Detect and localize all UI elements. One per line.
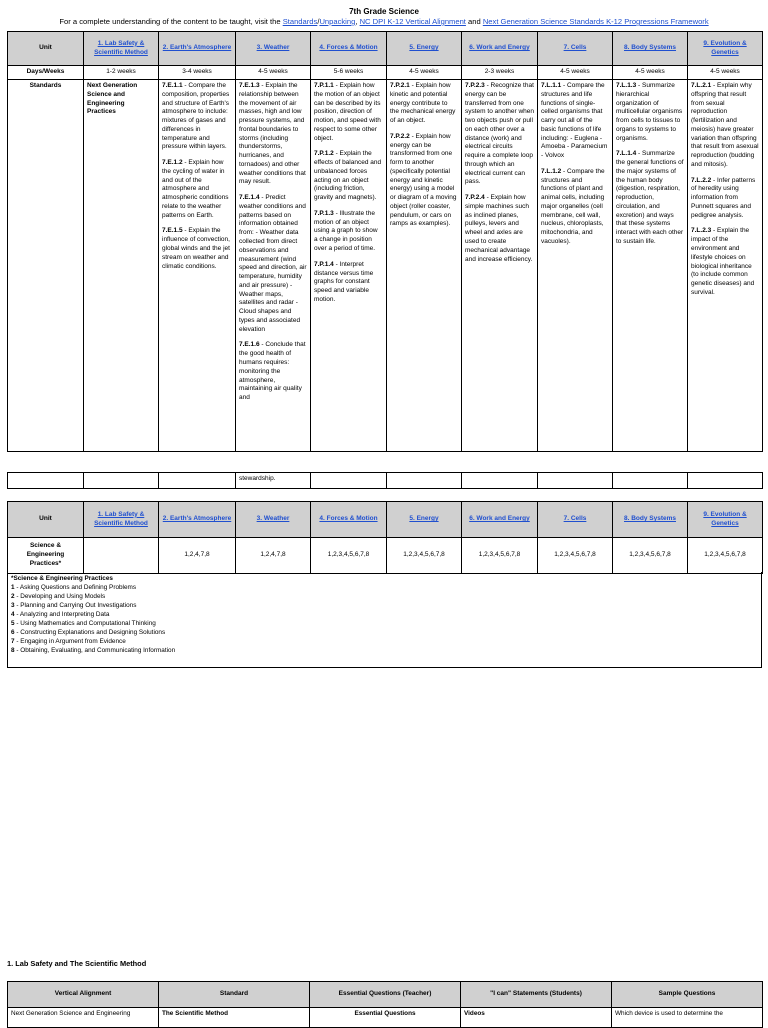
standards-label: Standards <box>8 80 84 452</box>
page-subtitle <box>0 17 768 27</box>
unit-link-1[interactable]: 1. Lab Safety & Scientific Method <box>94 39 148 56</box>
days-cell: 1-2 weeks <box>84 66 159 80</box>
practices-cell: 1,2,3,4,5,6,7,8 <box>462 538 538 574</box>
standard-item: 7.P.2.4 - Explain how simple machines such as inclined planes, pulleys, levers and wheel and axles are used to create mechanical advantage and increase efficiency. <box>465 194 533 263</box>
standard-item: 7.P.1.3 - Illustrate the motion of an object using a graph to show a change in position over a period of time. <box>314 209 378 253</box>
practices-cell: 1,2,4,7,8 <box>236 538 311 574</box>
days-cell: 4-5 weeks <box>613 66 688 80</box>
standard-item: 7.P.2.1 - Explain how kinetic and potential energy contribute to the mechanical energy of an object. <box>390 82 456 125</box>
standards-cell <box>688 80 763 452</box>
practices-cell: 1,2,3,4,5,6,7,8 <box>311 538 387 574</box>
days-cell: 4-5 weeks <box>538 66 613 80</box>
subtitle-comma: , <box>355 17 360 26</box>
subtitle-slash: / <box>317 17 320 26</box>
standard-item: 7.P.1.2 - Explain the effects of balanced and unbalanced forces acting on an object (including friction, gravity and magnets). <box>314 150 382 202</box>
practice-item: 1 - Asking Questions and Defining Problems <box>11 583 137 591</box>
unit-link-7[interactable]: 7. Cells <box>563 44 587 52</box>
lab-safety-row <box>8 1008 763 1028</box>
subtitle-and: and <box>465 17 483 26</box>
days-weeks-label: Days/Weeks <box>8 66 84 80</box>
practices-cell <box>84 538 159 574</box>
practices-key <box>7 572 762 668</box>
standard-item: 7.L.1.4 - Summarize the general functions of the major systems of the human body (digestion, respiration, reproduction, circulation, and excretion) and ways that these systems interact with each other to sustain life. <box>616 150 684 246</box>
standard-item: 7.L.1.3 - Summarize hierarchical organization of multicellular organisms from cells to tissues to organs to systems to organisms. <box>616 82 683 142</box>
unit-link-4[interactable]: 4. Forces & Motion <box>319 515 378 523</box>
standard-header: Standard <box>159 982 310 1008</box>
unit-link-3[interactable]: 3. Weather <box>256 44 290 52</box>
sample-questions-header: Sample Questions <box>612 982 763 1008</box>
practices-label: Science & Engineering Practices* <box>8 538 84 574</box>
practice-item: 8 - Obtaining, Evaluating, and Communicating Information <box>11 646 176 654</box>
days-cell: 5-6 weeks <box>311 66 387 80</box>
practices-cell: 1,2,3,4,5,6,7,8 <box>688 538 763 574</box>
practices-table <box>7 501 763 574</box>
unit-link-6[interactable]: 6. Work and Energy <box>469 44 530 52</box>
standard-item: 7.P.2.2 - Explain how energy can be transformed from one form to another (specifically potential energy and kinetic energy) using a model or diagram of a moving object (roller coaster, pendulum, or cars on ramps as examples). <box>390 132 457 228</box>
essential-questions-cell: Essential Questions <box>310 1008 461 1028</box>
practice-item: 2 - Developing and Using Models <box>11 592 106 600</box>
days-cell: 4-5 weeks <box>236 66 311 80</box>
practices-row <box>8 538 763 574</box>
lab-safety-table <box>7 981 763 1028</box>
lab-safety-header-row <box>8 982 763 1008</box>
practices-cell: 1,2,3,4,5,6,7,8 <box>387 538 462 574</box>
sample-questions-cell: Which device is used to determine the <box>612 1008 763 1028</box>
vertical-alignment-header: Vertical Alignment <box>8 982 159 1008</box>
days-cell: 2-3 weeks <box>462 66 538 80</box>
standards-cell <box>538 80 613 452</box>
ngss-progressions-link[interactable]: Next Generation Science Standards K-12 Progressions Framework <box>482 17 709 26</box>
unit-link-6[interactable]: 6. Work and Energy <box>469 515 530 523</box>
practice-item: 3 - Planning and Carrying Out Investigations <box>11 601 137 609</box>
practices-key-heading: *Science & Engineering Practices <box>11 575 113 582</box>
unit-link-5[interactable]: 5. Energy <box>409 44 439 52</box>
unpacking-link[interactable]: Unpacking <box>319 17 356 26</box>
section-title: 1. Lab Safety and The Scientific Method <box>7 959 147 968</box>
standard-item: 7.P.1.4 - Interpret distance versus time graphs for constant speed and variable motion. <box>314 260 374 303</box>
standard-item: 7.E.1.2 - Explain how the cycling of water in and out of the atmosphere and atmospheric conditions relate to the weather patterns on Earth. <box>162 159 229 219</box>
unit-link-1[interactable]: 1. Lab Safety & Scientific Method <box>94 510 148 527</box>
unit-link-5[interactable]: 5. Energy <box>409 515 439 523</box>
pacing-table <box>7 31 763 452</box>
standards-cell <box>387 80 462 452</box>
practice-item: 7 - Engaging in Argument from Evidence <box>11 637 126 645</box>
vertical-alignment-cell: Next Generation Science and Engineering <box>8 1008 159 1028</box>
unit-link-4[interactable]: 4. Forces & Motion <box>319 44 378 52</box>
standard-item: 7.E.1.3 - Explain the relationship between the movement of air masses, high and low pressure systems, and frontal boundaries to storms (including thunderstorms, hurricanes, and tornadoes) and other weather conditions that may result. <box>239 82 306 186</box>
i-can-statements-header: "I can" Statements (Students) <box>461 982 612 1008</box>
standards-cell <box>159 80 236 452</box>
practices-cell: 1,2,3,4,5,6,7,8 <box>613 538 688 574</box>
standard-item: 7.L.2.1 - Explain why offspring that result from sexual reproduction (fertilization and meiosis) have greater variation than offspring that result from asexual reproduction (budding and mitosis). <box>691 82 759 168</box>
standard-item: 7.E.1.6 - Conclude that the good health of humans requires: monitoring the atmosphere, maintaining air quality and <box>239 341 306 402</box>
standards-cell <box>311 80 387 452</box>
unit-link-7[interactable]: 7. Cells <box>563 515 587 523</box>
page-title: 7th Grade Science <box>349 7 419 16</box>
unit-header-row <box>8 32 763 66</box>
standard-item: 7.P.1.1 - Explain how the motion of an object can be described by its position, direction of motion, and speed with respect to some other object. <box>314 82 381 142</box>
continuation-text: stewardship. <box>236 473 311 489</box>
standards-row <box>8 80 763 452</box>
ngss-practices-label: Next Generation Science and Engineering Practices <box>84 80 159 452</box>
unit-link-3[interactable]: 3. Weather <box>256 515 290 523</box>
unit-link-9[interactable]: 9. Evolution & Genetics <box>703 510 747 527</box>
standard-item: 7.E.1.5 - Explain the influence of convection, global winds and the jet stream on weather and climatic conditions. <box>162 227 230 270</box>
standard-item: 7.L.1.1 - Compare the structures and life functions of single-celled organisms that carry out all of the basic functions of life including: - Euglena - Amoeba - Paramecium - Volvox <box>541 82 608 160</box>
standard-item: 7.L.2.3 - Explain the impact of the environment and lifestyle choices on biological inheritance (to include common genetic diseases) and survival. <box>691 227 755 296</box>
unit-link-2[interactable]: 2. Earth's Atmosphere <box>162 515 232 523</box>
subtitle-prefix: For a complete understanding of the content to be taught, visit the <box>59 17 283 26</box>
unit-link-9[interactable]: 9. Evolution & Genetics <box>703 39 747 56</box>
unit-header: Unit <box>8 502 84 538</box>
standards-cell <box>462 80 538 452</box>
practice-item: 6 - Constructing Explanations and Designing Solutions <box>11 628 166 636</box>
standard-item: 7.E.1.4 - Predict weather conditions and patterns based on information obtained from: - Weather data collected from direct observations and measurement (wind speed and direction, air temperature, humidity and air pressure) - Weather maps, satellites and radar - Cloud shapes and types and associated elevation <box>239 194 307 333</box>
practice-item: 5 - Using Mathematics and Computational Thinking <box>11 619 156 627</box>
practice-item: 4 - Analyzing and Interpreting Data <box>11 610 110 618</box>
standard-item: 7.E.1.1 - Compare the composition, properties and structure of Earth's atmosphere to include: mixtures of gases and differences in temperature and pressure within layers. <box>162 82 230 151</box>
standard-cell: The Scientific Method <box>159 1008 310 1028</box>
i-can-cell: Videos <box>461 1008 612 1028</box>
standard-item: 7.L.2.2 - Infer patterns of heredity using information from Punnett squares and pedigree analysis. <box>691 176 756 219</box>
days-cell: 4-5 weeks <box>688 66 763 80</box>
standard-item: 7.P.2.3 - Recognize that energy can be transferred from one system to another when two objects push or pull on each other over a distance (work) and electrical circuits require a complete loop through which an electrical current can pass. <box>465 82 535 186</box>
essential-questions-header: Essential Questions (Teacher) <box>310 982 461 1008</box>
unit-link-8[interactable]: 8. Body Systems <box>623 515 677 523</box>
days-weeks-row <box>8 66 763 80</box>
standards-link[interactable]: Standards <box>282 17 318 26</box>
unit-link-2[interactable]: 2. Earth's Atmosphere <box>162 44 232 52</box>
vertical-alignment-link[interactable]: NC DPI K-12 Vertical Alignment <box>359 17 466 26</box>
unit-header: Unit <box>8 32 84 66</box>
continuation-row <box>8 473 763 489</box>
practices-header-row <box>8 502 763 538</box>
continuation-table <box>7 472 763 489</box>
standards-cell <box>613 80 688 452</box>
unit-link-8[interactable]: 8. Body Systems <box>623 44 677 52</box>
standards-cell <box>236 80 311 452</box>
practices-cell: 1,2,4,7,8 <box>159 538 236 574</box>
practices-cell: 1,2,3,4,5,6,7,8 <box>538 538 613 574</box>
days-cell: 3-4 weeks <box>159 66 236 80</box>
standard-item: 7.L.1.2 - Compare the structures and functions of plant and animal cells, including major organelles (cell membrane, cell wall, nucleus, chloroplasts, mitochondria, and vacuoles). <box>541 167 605 246</box>
days-cell: 4-5 weeks <box>387 66 462 80</box>
